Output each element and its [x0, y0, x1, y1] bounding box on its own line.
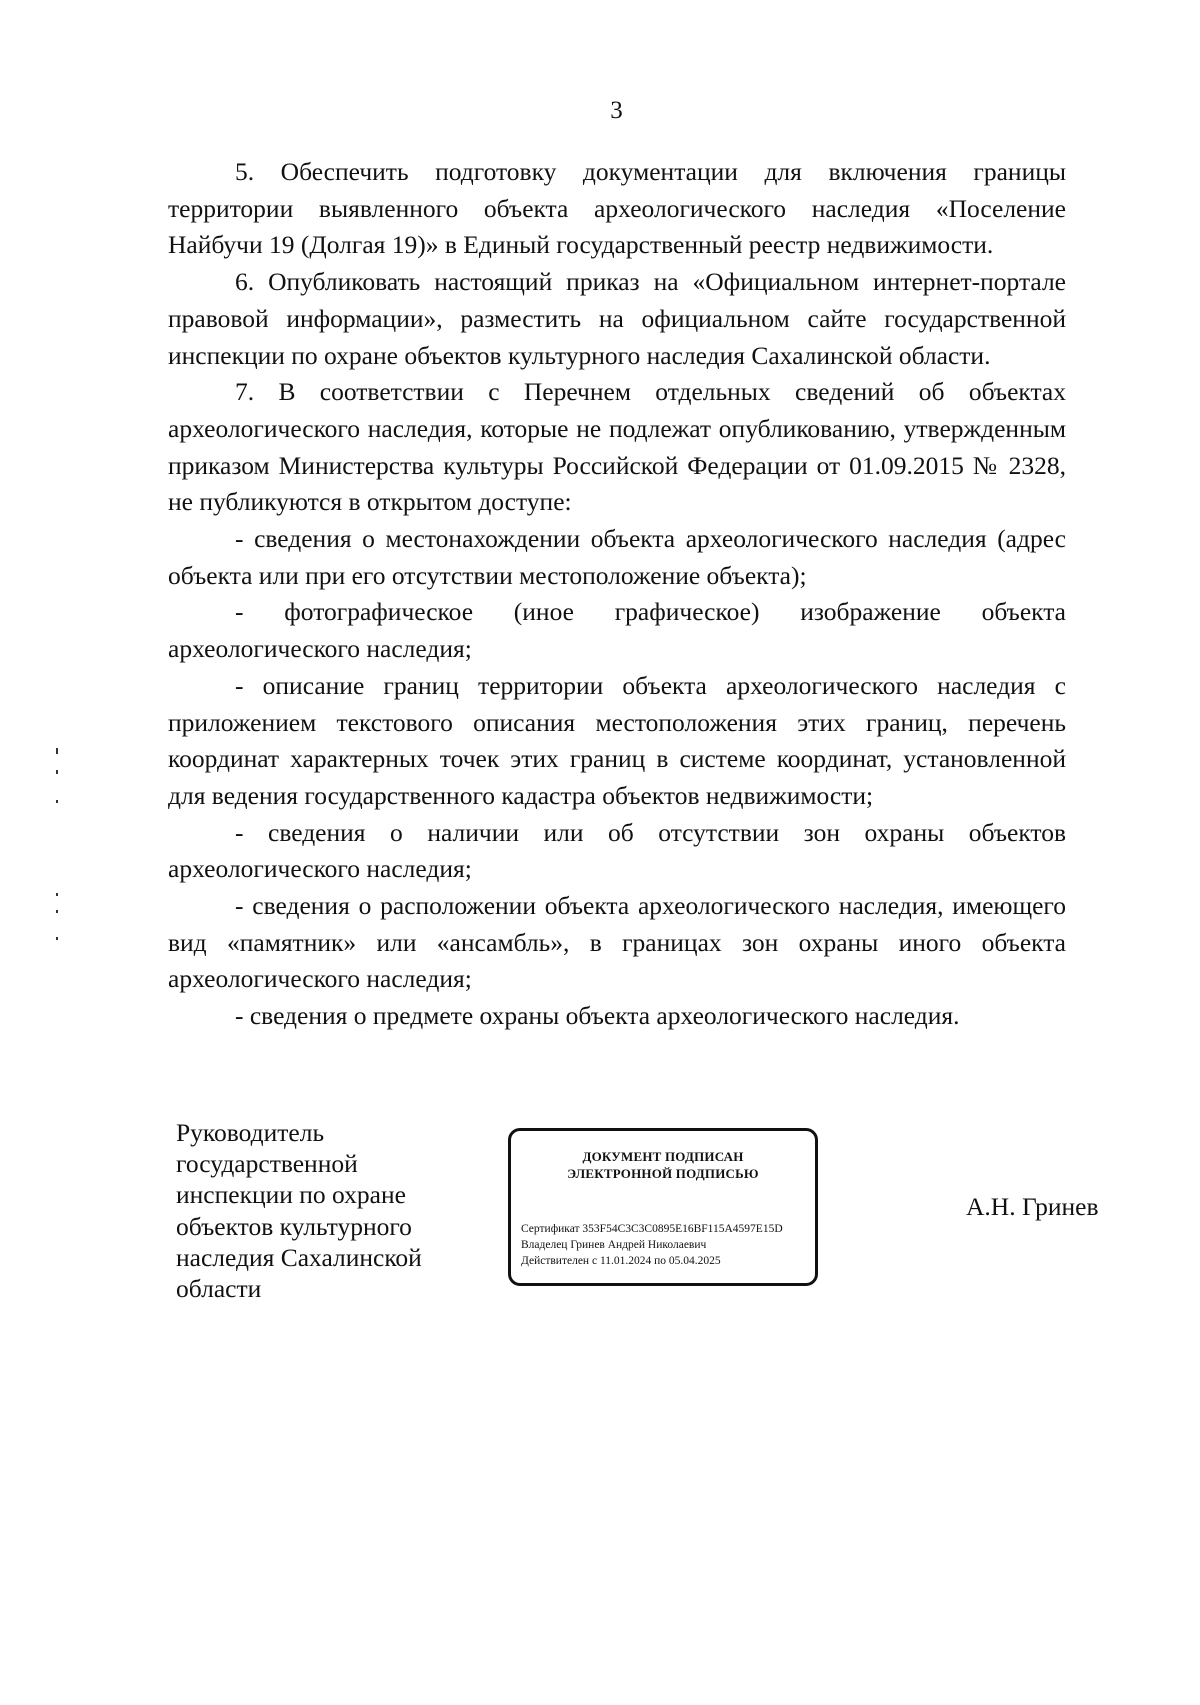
signer-position-line: государственной [176, 1149, 358, 1179]
electronic-signature-stamp [508, 1128, 818, 1286]
stamp-validity: Действителен с 11.01.2024 по 05.04.2025 [521, 1255, 721, 1267]
signer-position-line: инспекции по охране [176, 1180, 406, 1210]
list-item-location: - сведения о местонахождении объекта археологического наследия (адрес объекта или при его отсутствии местоположение объекта); [168, 524, 1066, 590]
margin-mark [56, 748, 58, 754]
stamp-certificate: Сертификат 353F54C3C3C0895E16BF115A4597E15D [521, 1223, 783, 1235]
margin-mark [56, 770, 58, 774]
list-item-image: - фотографическое (иное графическое) изображение объекта археологического наследия; [168, 597, 1066, 664]
signer-position-line: объектов культурного [176, 1211, 412, 1241]
paragraph-item-5: 5. Обеспечить подготовку документации для включения границы территории выявленного объекта археологического наследия «Поселение Найбучи 19 (Долгая 19)» в Единый государственный реестр недвижимости. [168, 157, 1066, 260]
list-item-monument-location: - сведения о расположении объекта археологического наследия, имеющего вид «памятник» или «ансамбль», в границах зон охраны иного объекта археологического наследия; [168, 891, 1066, 994]
stamp-owner: Владелец Гринев Андрей Николаевич [521, 1239, 707, 1251]
list-item-protection-zones: - сведения о наличии или об отсутствии зон охраны объектов археологического наследия; [168, 817, 1066, 884]
stamp-heading [511, 1148, 815, 1182]
signer-position-line: наследия Сахалинской [176, 1242, 422, 1272]
signer-position-line: области [176, 1274, 262, 1304]
margin-mark [56, 893, 58, 896]
margin-mark [56, 910, 58, 913]
document-body [168, 154, 1066, 1035]
margin-mark [56, 937, 58, 940]
paragraph-item-6: 6. Опубликовать настоящий приказ на «Официальном интернет-портале правовой информации», разместить на официальном сайте государственной инспекции по охране объектов культурного наследия Сахалинской области. [168, 267, 1066, 370]
paragraph-item-7: 7. В соответствии с Перечнем отдельных сведений об объектах археологического наследия, которые не подлежат опубликованию, утвержденным приказом Министерства культуры Российской Федерации от 01.09.2015 № 2328, не публикуются в открытом доступе: [168, 377, 1066, 517]
signer-position-line: Руководитель [176, 1118, 325, 1147]
stamp-heading-line: ЭЛЕКТРОННОЙ ПОДПИСЬЮ [567, 1166, 759, 1181]
signer-position [176, 1117, 466, 1304]
stamp-details [521, 1221, 783, 1269]
list-item-protection-subject: - сведения о предмете охраны объекта археологического наследия. [235, 1001, 960, 1031]
stamp-heading-line: ДОКУМЕНТ ПОДПИСАН [582, 1149, 744, 1164]
list-item-boundaries: - описание границ территории объекта археологического наследия с приложением текстового описания местоположения этих границ, перечень координат характерных точек этих границ в системе координат, установленной для ведения государственного кадастра объектов недвижимости; [168, 670, 1066, 810]
margin-mark [56, 800, 58, 803]
page-number: 3 [610, 97, 623, 124]
signer-name: А.Н. Гринев [966, 1192, 1099, 1221]
